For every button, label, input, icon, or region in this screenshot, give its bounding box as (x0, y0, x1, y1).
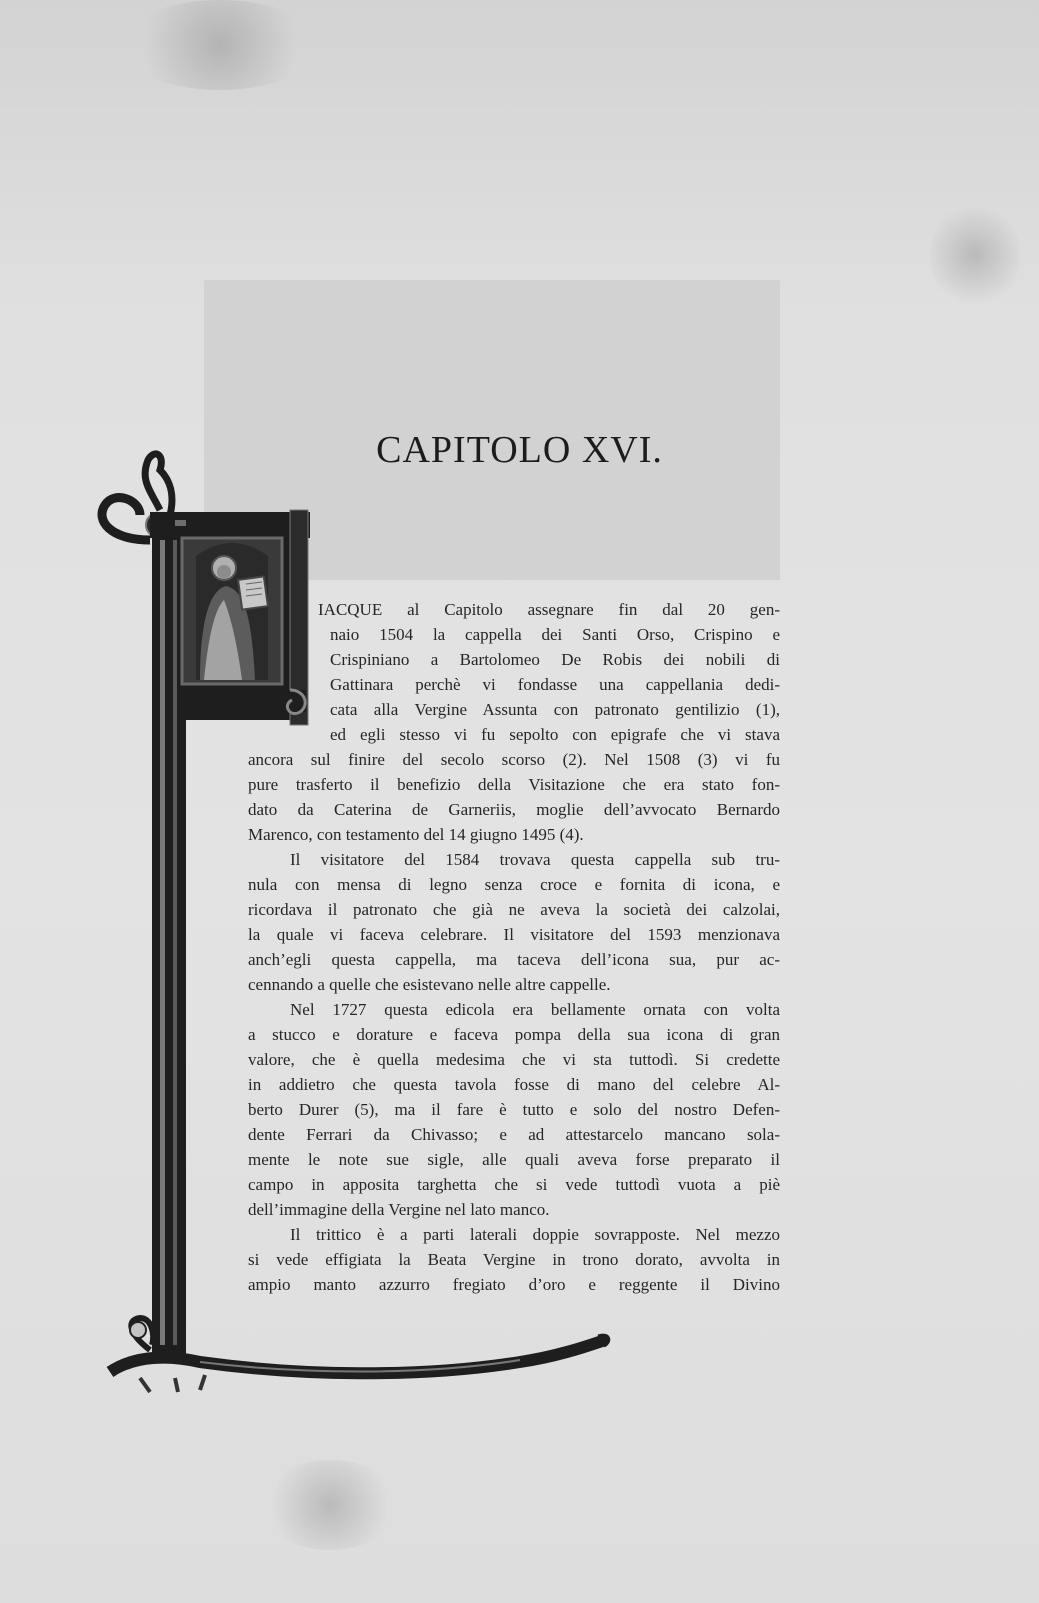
text-line: in addietro che questa tavola fosse di mano del celebre Al- (248, 1075, 780, 1094)
text-line: nula con mensa di legno senza croce e fornita di icona, e (248, 875, 780, 894)
text-line: Il trittico è a parti laterali doppie sovrapposte. Nel mezzo (290, 1225, 780, 1244)
text-line: si vede effigiata la Beata Vergine in trono dorato, avvolta in (248, 1250, 780, 1269)
text-line: dell’immagine della Vergine nel lato manco. (248, 1200, 550, 1219)
text-line: cennando a quelle che esistevano nelle altre cappelle. (248, 975, 611, 994)
text-line: ed egli stesso vi fu sepolto con epigrafe che vi stava (330, 725, 780, 744)
stain (120, 0, 320, 90)
text-line: la quale vi faceva celebrare. Il visitatore del 1593 menzionava (248, 925, 780, 944)
text-line: naio 1504 la cappella dei Santi Orso, Crispino e (330, 625, 780, 644)
text-line: pure trasferto il benefizio della Visitazione che era stato fon- (248, 775, 780, 794)
text-line: campo in apposita targhetta che si vede tuttodì vuota a piè (248, 1175, 780, 1194)
text-line: dente Ferrari da Chivasso; e ad attestarcelo mancano sola- (248, 1125, 780, 1144)
text-line: ampio manto azzurro fregiato d’oro e reggente il Divino (248, 1275, 780, 1294)
chapter-heading: CAPITOLO XVI. (376, 429, 663, 471)
text-line: valore, che è quella medesima che vi sta tuttodì. Si credette (248, 1050, 780, 1069)
text-line: dato da Caterina de Garneriis, moglie dell’avvocato Bernardo (248, 800, 780, 819)
text-line: ricordava il patronato che già ne aveva la società dei calzolai, (248, 900, 780, 919)
text-line: mente le note sue sigle, alle quali aveva forse preparato il (248, 1150, 780, 1169)
text-line: Crispiniano a Bartolomeo De Robis dei nobili di (330, 650, 780, 669)
text-line: anch’egli questa cappella, ma taceva dell’icona sua, pur ac- (248, 950, 780, 969)
text-line: a stucco e dorature e faceva pompa della sua icona di gran (248, 1025, 780, 1044)
text-line: IACQUE al Capitolo assegnare fin dal 20 gen- (318, 600, 780, 619)
text-line: berto Durer (5), ma il fare è tutto e solo del nostro Defen- (248, 1100, 780, 1119)
text-line: Gattinara perchè vi fondasse una cappellania dedi- (330, 675, 780, 694)
stain (930, 200, 1020, 310)
text-line: ancora sul finire del secolo scorso (2). Nel 1508 (3) vi fu (248, 750, 780, 769)
stain (260, 1460, 400, 1550)
text-line: cata alla Vergine Assunta con patronato gentilizio (1), (330, 700, 780, 719)
text-line: Il visitatore del 1584 trovava questa cappella sub tru- (290, 850, 780, 869)
text-line: Marenco, con testamento del 14 giugno 1495 (4). (248, 825, 584, 844)
text-line: Nel 1727 questa edicola era bellamente ornata con volta (290, 1000, 780, 1019)
